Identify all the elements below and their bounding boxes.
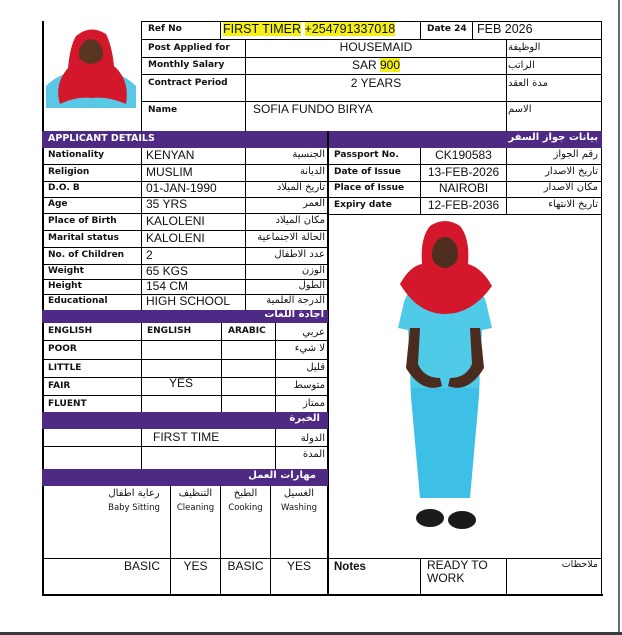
divider xyxy=(472,21,473,39)
applicant-row-value: 154 CM xyxy=(146,278,189,293)
portrait-photo-graphic xyxy=(46,24,136,108)
skill-value: BASIC xyxy=(227,559,264,573)
experience-title: الخبرة xyxy=(289,413,320,424)
full-body-photo-graphic xyxy=(392,218,498,536)
skill-name-en: Baby Sitting xyxy=(108,503,160,513)
contract-ar: مدة العقد xyxy=(508,78,548,89)
notes-ar: ملاحظات xyxy=(561,559,598,570)
passport-row-label: Expiry date xyxy=(334,199,392,210)
language-level-ar: لا شيء xyxy=(294,343,325,354)
experience-duration-ar: المدة xyxy=(302,449,325,460)
passport-row-value: NAIROBI xyxy=(438,181,489,195)
experience-country-ar: الدولة xyxy=(300,433,325,444)
passport-title: بيانات جواز السفر xyxy=(508,132,598,143)
skill-name-ar: التنظيف xyxy=(178,488,213,499)
applicant-row-value: 2 xyxy=(146,247,153,262)
applicant-row-label: Marital status xyxy=(48,232,119,243)
skill-name-ar: رعاية اطفال xyxy=(108,488,160,499)
divider xyxy=(327,131,329,596)
divider xyxy=(275,323,276,412)
applicant-row-ar: الجنسية xyxy=(292,149,325,160)
applicant-row-label: Educational xyxy=(48,296,108,306)
name-value: SOFIA FUNDO BIRYA xyxy=(253,102,373,116)
applicant-row-label: Religion xyxy=(48,166,90,177)
applicant-row-label: Weight xyxy=(48,265,84,276)
passport-row-value: 12-FEB-2036 xyxy=(427,197,500,212)
divider xyxy=(420,148,421,214)
salary-currency: SAR xyxy=(351,58,377,72)
experience-country-value: FIRST TIME xyxy=(153,430,220,444)
date-label: Date 24 xyxy=(427,24,467,34)
skill-name-ar: الطبخ xyxy=(233,488,258,499)
applicant-row-ar: العمر xyxy=(303,198,325,209)
skill-value: YES xyxy=(183,559,208,573)
passport-band xyxy=(328,131,602,148)
name-label: Name xyxy=(148,105,178,115)
skill-name-en: Washing xyxy=(280,503,318,513)
divider xyxy=(42,359,328,360)
post-value: HOUSEMAID xyxy=(339,40,413,54)
skills-band xyxy=(42,469,328,486)
applicant-row-label: Height xyxy=(48,280,82,291)
applicant-row-label: Nationality xyxy=(48,150,104,160)
languages-title: اجادة اللغات xyxy=(264,309,324,320)
contract-value: 2 YEARS xyxy=(350,76,402,90)
divider xyxy=(328,214,602,215)
language-level-label: LITTLE xyxy=(48,363,82,373)
notes-value: READY TO WORK xyxy=(427,558,488,585)
applicant-row-label: Age xyxy=(48,199,68,209)
skill-value: BASIC xyxy=(123,559,160,573)
languages-band xyxy=(42,310,328,323)
salary-ar: الراتب xyxy=(508,60,535,71)
table-border-left xyxy=(42,21,44,596)
applicant-row-value: 01-JAN-1990 xyxy=(146,181,217,195)
divider xyxy=(506,148,507,214)
language-level-label: FLUENT xyxy=(48,399,87,409)
applicant-details-title: APPLICANT DETAILS xyxy=(48,133,155,144)
english-level-value: YES xyxy=(169,376,194,390)
salary-value xyxy=(246,58,506,72)
applicant-row-ar: عدد الاطفال xyxy=(274,248,325,260)
applicant-row-value: MUSLIM xyxy=(146,164,193,179)
divider xyxy=(42,395,328,396)
divider xyxy=(220,21,221,39)
applicant-row-ar: الحالة الاجتماعية xyxy=(257,231,325,243)
skill-name-en: Cleaning xyxy=(176,503,215,513)
divider xyxy=(221,323,222,412)
passport-row-label: Place of Issue xyxy=(334,183,405,193)
applicant-row-value: KALOLENI xyxy=(146,213,205,228)
applicant-row-ar: مكان الميلاد xyxy=(275,214,325,226)
ref-no-value xyxy=(223,22,395,36)
passport-row-ar: رقم الجواز xyxy=(553,149,598,160)
divider xyxy=(141,74,602,75)
language-level-ar: ممتاز xyxy=(302,398,325,409)
applicant-row-value: KALOLENI xyxy=(146,230,205,245)
skills-title: مهارات العمل xyxy=(248,470,316,481)
divider xyxy=(275,429,276,469)
passport-row-ar: مكان الاصدار xyxy=(543,182,598,193)
divider xyxy=(141,429,142,469)
experience-band xyxy=(42,412,328,429)
lang-header-col3: ARABIC xyxy=(228,326,266,336)
portrait-photo xyxy=(46,24,136,108)
salary-label: Monthly Salary xyxy=(148,60,225,70)
language-level-label: FAIR xyxy=(48,381,71,391)
divider xyxy=(42,446,328,447)
divider xyxy=(420,558,421,596)
applicant-row-ar: الديانة xyxy=(299,165,325,177)
applicant-row-label: Place of Birth xyxy=(48,215,117,226)
full-body-photo xyxy=(392,218,498,536)
divider xyxy=(420,21,421,39)
applicant-row-value: 35 YRS xyxy=(146,197,188,211)
lang-header-ar: عربي xyxy=(302,327,325,338)
applicant-details-band xyxy=(42,131,328,148)
post-label: Post Applied for xyxy=(148,43,230,53)
passport-row-label: Passport No. xyxy=(334,150,399,160)
applicant-row-label: No. of Children xyxy=(48,249,125,260)
language-level-ar: متوسط xyxy=(293,380,325,391)
applicant-row-ar: الدرجة العلمية xyxy=(266,295,325,306)
skill-name-ar: الغسيل xyxy=(283,488,315,499)
name-ar: الاسم xyxy=(508,104,532,115)
skill-name-en: Cooking xyxy=(228,503,263,513)
applicant-row-ar: الوزن xyxy=(301,264,325,276)
divider xyxy=(506,558,507,596)
notes-label: Notes xyxy=(334,561,366,573)
lang-header-col2: ENGLISH xyxy=(147,326,192,336)
applicant-row-value: KENYAN xyxy=(146,148,195,162)
page-edge-right xyxy=(618,0,620,635)
passport-row-label: Date of Issue xyxy=(334,166,401,177)
divider xyxy=(506,39,507,131)
table-border-right xyxy=(601,21,602,596)
passport-row-ar: تاريخ الاصدار xyxy=(545,165,598,177)
ref-no-phone: +254791337018 xyxy=(304,22,396,36)
divider xyxy=(245,148,246,310)
language-level-label: POOR xyxy=(48,344,77,354)
applicant-row-value: HIGH SCHOOL xyxy=(146,294,231,308)
applicant-row-ar: الطول xyxy=(298,279,325,291)
post-ar: الوظيفة xyxy=(508,42,541,53)
passport-row-value: CK190583 xyxy=(435,148,492,162)
applicant-row-ar: تاريخ الميلاد xyxy=(276,182,325,193)
divider xyxy=(141,21,142,131)
applicant-row-value: 65 KGS xyxy=(146,263,189,278)
divider xyxy=(42,340,328,341)
applicant-row-label: D.O. B xyxy=(48,183,80,193)
ref-no-label: Ref No xyxy=(148,24,182,34)
divider xyxy=(141,323,142,412)
salary-amount: 900 xyxy=(380,58,401,72)
table-border-bottom xyxy=(42,594,603,596)
lang-header-col1: ENGLISH xyxy=(48,326,93,336)
contract-label: Contract Period xyxy=(148,78,228,88)
date-value: FEB 2026 xyxy=(477,22,533,36)
ref-no-prefix: FIRST TIMER xyxy=(223,22,302,36)
divider xyxy=(141,148,142,310)
skill-value: YES xyxy=(286,559,311,573)
passport-row-ar: تاريخ الانتهاء xyxy=(548,198,598,210)
passport-row-value: 13-FEB-2026 xyxy=(427,164,500,179)
language-level-ar: قليل xyxy=(306,362,325,373)
